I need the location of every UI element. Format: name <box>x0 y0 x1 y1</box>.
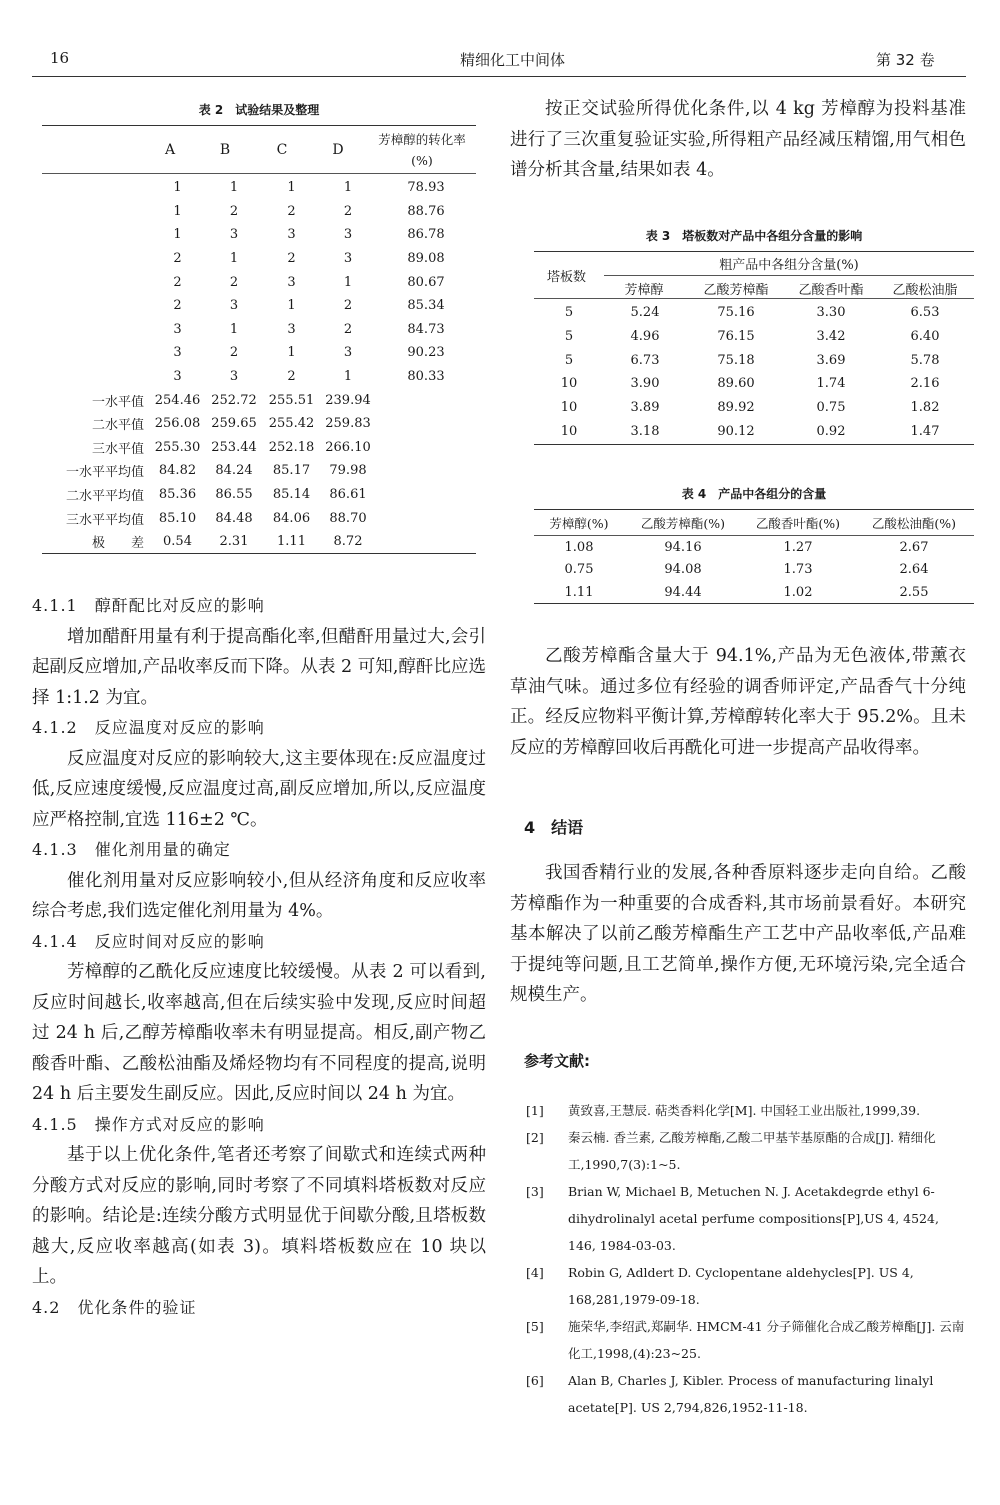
table2-cell-d: 3 <box>343 251 353 267</box>
table3-cell: 6.73 <box>630 352 660 368</box>
table2-cell-d: 266.10 <box>325 439 371 455</box>
conclusion-paragraph: 我国香精行业的发展,各种香原料逐步走向自给。乙酸芳樟酯作为一种重要的合成香料,其市场前景看好。本研究基本解决了以前乙酸芳樟酯生产工艺中产品收率低,产品难于提纯等问题,且工艺简单,操作方便,无环境污染,完全适合规模生产。 <box>510 863 966 1005</box>
table3-caption: 表 3 塔板数对产品中各组分含量的影响 <box>645 229 863 243</box>
section-4-1-1-title: 4.1.1 醇酐配比对反应的影响 <box>32 596 265 615</box>
table3-cell: 4.96 <box>630 329 660 345</box>
reference-item <box>526 1097 966 1124</box>
table2-cell-c: 2 <box>287 369 296 385</box>
table2-cell-b: 84.24 <box>215 463 253 479</box>
reference-number: [4] <box>526 1265 544 1280</box>
table3-col-4: 乙酸松油脂 <box>892 283 958 298</box>
table2-cell-rate: 88.76 <box>407 203 445 219</box>
reference-item <box>526 1313 966 1367</box>
table4-cell: 2.64 <box>899 562 929 578</box>
table2-cell-a: 1 <box>173 227 182 243</box>
reference-number: [6] <box>526 1373 544 1388</box>
table3-cell: 1.82 <box>910 400 940 416</box>
journal-title: 精细化工中间体 <box>460 51 566 69</box>
table2-cell-c: 1 <box>287 298 296 314</box>
table2-col-rate-line2: (%) <box>411 153 433 168</box>
header-rule <box>32 76 966 77</box>
table2-cell-rate: 90.23 <box>407 345 445 361</box>
table2-cell-b: 2 <box>229 345 239 361</box>
results-paragraph: 乙酸芳樟酯含量大于 94.1%,产品为无色液体,带薰衣草油气味。通过多位有经验的调香师评定,产品香气十分纯正。经反应物料平衡计算,芳樟醇转化率大于 95.2%。且未反应的芳樟醇回收后再酰化可进一步提高产品收得率。 <box>510 646 966 758</box>
table2-cell-c: 1 <box>287 345 296 361</box>
table2-row <box>42 176 476 200</box>
table2-cell-label <box>42 223 150 247</box>
table2-cell-d: 88.70 <box>329 510 367 526</box>
table3-header-rule <box>534 298 974 299</box>
page-number: 16 <box>50 49 70 67</box>
table2-header-rule <box>42 173 476 174</box>
table3-bottom-rule <box>534 444 974 445</box>
table4-row <box>534 581 974 604</box>
table2-cell-rate: 85.34 <box>407 298 445 314</box>
reference-number: [1] <box>526 1103 544 1118</box>
table4-col-3: 乙酸香叶酯(%) <box>755 516 841 531</box>
table4-cell: 2.55 <box>899 584 929 600</box>
table4-header <box>534 512 974 534</box>
reference-number: [2] <box>526 1130 544 1145</box>
table3-col-3: 乙酸香叶酯 <box>798 283 864 298</box>
reference-item <box>526 1178 966 1259</box>
table2-cell-rate: 86.78 <box>407 227 445 243</box>
table2-cell-label: 二水平值 <box>91 418 144 434</box>
table3-row <box>534 301 974 325</box>
section-4-1-5-body: 基于以上优化条件,笔者还考察了间歇式和连续式两种分酸方式对反应的影响,同时考察了不同填料塔板数对反应的影响。结论是:连续分酸方式明显优于间歇分酸,且塔板数越大,反应收率越高(如表 3)。填料塔板数应在 10 块以上。 <box>32 1145 486 1287</box>
table2-row <box>42 270 476 294</box>
table3-row <box>534 372 974 396</box>
table2-cell-rate: 84.73 <box>407 321 445 337</box>
table3-cell: 5.24 <box>630 305 660 321</box>
table2-cell-d: 8.72 <box>333 534 363 550</box>
table2-cell-b: 1 <box>229 321 239 337</box>
table2-cell-c: 2 <box>287 251 296 267</box>
table4-cell: 1.02 <box>783 584 813 600</box>
table2-cell-c: 3 <box>287 321 296 337</box>
table2-cell-label <box>42 200 150 224</box>
table3-cell: 6.40 <box>910 329 940 345</box>
section-4-1-5-title: 4.1.5 操作方式对反应的影响 <box>32 1114 265 1134</box>
table2-cell-label <box>42 176 150 200</box>
table4-col-2: 乙酸芳樟酯(%) <box>640 516 726 531</box>
reference-list <box>526 1097 966 1421</box>
table4-row <box>534 536 974 559</box>
table2-cell-rate: 78.93 <box>407 180 445 196</box>
references-title: 参考文献: <box>524 1052 590 1070</box>
table3-row <box>534 325 974 349</box>
table2-cell-a: 2 <box>173 251 182 267</box>
table4-cell: 1.73 <box>783 562 813 578</box>
verification-paragraph: 按正交试验所得优化条件,以 4 kg 芳樟醇为投料基准进行了三次重复验证实验,所得粗产品经减压精馏,用气相色谱分析其含量,结果如表 4。 <box>510 99 966 180</box>
conclusion <box>510 858 966 1011</box>
table2-cell-rate <box>376 530 476 554</box>
table2-row <box>42 388 476 412</box>
table2-cell-d: 1 <box>343 180 353 196</box>
table2-cell-c: 255.42 <box>268 416 315 432</box>
table2-cell-label <box>42 318 150 342</box>
table2-cell-a: 3 <box>173 345 182 361</box>
section-4-title: 4 结语 <box>524 818 584 837</box>
table2-cell-c: 85.17 <box>272 463 311 479</box>
table2-cell-label: 二水平平均值 <box>65 489 144 505</box>
table2-row <box>42 365 476 389</box>
table3-group-rule <box>604 275 974 276</box>
section-4-2-title: 4.2 优化条件的验证 <box>32 1297 197 1317</box>
table3-cell: 6.53 <box>910 305 940 321</box>
table2-cell-a: 3 <box>173 321 182 337</box>
section-4-1-2-body: 反应温度对反应的影响较大,这主要体现在:反应温度过低,反应速度缓慢,反应温度过高,副反应增加,所以,反应温度应严格控制,宜选 116±2 ℃。 <box>32 748 486 830</box>
table2-cell-label <box>42 365 150 389</box>
table2-col-rate-line1: 芳樟醇的转化率 <box>378 132 466 147</box>
table2-caption: 表 2 试验结果及整理 <box>198 103 320 117</box>
reference-item <box>526 1259 966 1313</box>
table2-row <box>42 341 476 365</box>
table3-row-header: 塔板数 <box>546 270 586 285</box>
table2-cell-label: 三水平值 <box>91 441 144 457</box>
table3-cell: 3.90 <box>630 376 660 392</box>
table2-cell-a: 255.30 <box>154 439 201 455</box>
table2-cell-rate <box>376 388 476 412</box>
table3-cell: 89.60 <box>717 376 755 392</box>
table3-cell: 3.30 <box>816 305 846 321</box>
table2-cell-a: 84.82 <box>158 463 197 479</box>
table3-cell: 0.92 <box>816 423 846 439</box>
table2-row <box>42 412 476 436</box>
table4-cell: 1.27 <box>783 539 813 555</box>
table2-row <box>42 294 476 318</box>
table2-cell-a: 3 <box>173 369 182 385</box>
table3-row <box>534 396 974 420</box>
table3-col-2: 乙酸芳樟酯 <box>703 283 769 298</box>
table2-cell-label <box>42 294 150 318</box>
table2-cell-c: 1 <box>287 180 296 196</box>
table2-row <box>42 247 476 271</box>
table2-cell-label <box>42 270 150 294</box>
table2-row <box>42 223 476 247</box>
table2-cell-rate <box>376 412 476 436</box>
table2-cell-b: 252.72 <box>211 392 257 408</box>
table2-cell-b: 2 <box>229 203 239 219</box>
table2-cell-label: 极 差 <box>91 536 144 552</box>
table4-body <box>534 536 974 604</box>
table2-cell-a: 2 <box>173 298 182 314</box>
reference-text: 秦云楠. 香兰素, 乙酸芳樟酯,乙酸二甲基苄基原酯的合成[J]. 精细化工,1990,7(3):1~5. <box>568 1130 936 1172</box>
table4-bottom-rule <box>534 603 974 604</box>
table3-cell: 5 <box>564 329 574 345</box>
left-column <box>32 591 486 1323</box>
table3-group-header: 粗产品中各组分含量(%) <box>719 258 859 273</box>
table2-row <box>42 459 476 483</box>
table2-cell-c: 85.14 <box>272 487 311 503</box>
table2-cell-c: 2 <box>287 203 296 219</box>
table2-cell-d: 2 <box>343 321 353 337</box>
table2-row <box>42 530 476 554</box>
table2-cell-c: 252.18 <box>268 439 315 455</box>
table4-cell: 1.11 <box>564 584 594 600</box>
table4-row <box>534 559 974 582</box>
table2-cell-d: 1 <box>343 369 353 385</box>
table2-cell-d: 2 <box>343 203 353 219</box>
table2-row <box>42 483 476 507</box>
table2-cell-rate: 80.33 <box>407 369 445 385</box>
table3-cell: 1.47 <box>910 423 940 439</box>
table2-cell-a: 1 <box>173 180 182 196</box>
table2-col-a: A <box>164 142 176 158</box>
table3-cell: 10 <box>560 376 578 392</box>
table2-cell-label: 一水平值 <box>91 394 144 410</box>
reference-text: Brian W, Michael B, Metuchen N. J. Acetakdegrde ethyl 6-dihydrolinalyl acetal perfume compositions[P],US 4, 4524, 146, 1984-03-03. <box>568 1184 939 1253</box>
table2-col-b: B <box>219 142 231 158</box>
reference-number: [3] <box>526 1184 544 1199</box>
table2-cell-label <box>42 341 150 365</box>
table3-cell: 0.75 <box>816 400 846 416</box>
table2-cell-c: 3 <box>287 227 296 243</box>
table2-cell-d: 3 <box>343 345 353 361</box>
table2-row <box>42 506 476 530</box>
table3-cell: 3.89 <box>630 400 660 416</box>
table2-cell-b: 259.65 <box>211 416 257 432</box>
section-4-1-4-body: 芳樟醇的乙酰化反应速度比较缓慢。从表 2 可以看到,反应时间越长,收率越高,但在后续实验中发现,反应时间超过 24 h 后,乙醇芳樟酯收率未有明显提高。相反,副产物乙酸香叶酯、乙酸松油酯及烯烃物均有不同程度的提高,说明 24 h 后主要发生副反应。因此,反应时间以 24 h 为宜。 <box>32 962 486 1104</box>
table2-row <box>42 436 476 460</box>
section-4-1-2-title: 4.1.2 反应温度对反应的影响 <box>32 718 265 737</box>
table2-cell-a: 256.08 <box>154 416 201 432</box>
table2-cell-b: 84.48 <box>215 510 253 526</box>
table2-cell-d: 3 <box>343 227 353 243</box>
table2-cell-d: 2 <box>343 298 353 314</box>
table2-cell-d: 1 <box>343 274 353 290</box>
table2-cell-d: 79.98 <box>329 463 367 479</box>
table2-cell-c: 84.06 <box>272 510 311 526</box>
section-4-1-4-title: 4.1.4 反应时间对反应的影响 <box>32 931 265 951</box>
volume-label: 第 32 卷 <box>876 51 935 69</box>
table2-cell-c: 255.51 <box>268 392 315 408</box>
table2-cell-b: 3 <box>229 227 239 243</box>
table4-cell: 94.44 <box>664 584 702 600</box>
table2-col-d: D <box>332 142 344 158</box>
table3-cell: 2.16 <box>910 376 940 392</box>
table4-col-4: 乙酸松油酯(%) <box>871 516 957 531</box>
reference-item <box>526 1124 966 1178</box>
table2-cell-b: 1 <box>229 251 239 267</box>
table2-cell-c: 3 <box>287 274 296 290</box>
reference-number: [5] <box>526 1319 544 1334</box>
table2-cell-label <box>42 247 150 271</box>
section-4-1-3-body: 催化剂用量对反应影响较小,但从经济角度和反应收率综合考虑,我们选定催化剂用量为 4%。 <box>32 870 486 921</box>
section-4-1-1-body: 增加醋酐用量有利于提高酯化率,但醋酐用量过大,会引起副反应增加,产品收率反而下降。从表 2 可知,醇酐比应选择 1:1.2 为宜。 <box>32 626 486 708</box>
table3-cell: 5 <box>564 352 574 368</box>
reference-text: Alan B, Charles J, Kibler. Process of manufacturing linalyl acetate[P]. US 2,794,826,1952-11-18. <box>568 1373 934 1415</box>
table2-cell-d: 86.61 <box>329 487 367 503</box>
table2-cell-b: 253.44 <box>211 439 257 455</box>
table3-cell: 5.78 <box>910 352 940 368</box>
table3-header <box>534 254 974 298</box>
table3-cell: 76.15 <box>717 329 755 345</box>
reference-item <box>526 1367 966 1421</box>
table3-top-rule <box>534 251 974 252</box>
table3-row <box>534 348 974 372</box>
table2-cell-rate: 80.67 <box>407 274 445 290</box>
table4-cell: 0.75 <box>564 562 594 578</box>
table2-cell-rate <box>376 506 476 530</box>
table2-cell-b: 2 <box>229 274 239 290</box>
table3-cell: 10 <box>560 400 578 416</box>
table2-cell-a: 85.36 <box>158 487 197 503</box>
table2-cell-rate <box>376 436 476 460</box>
table3-cell: 5 <box>564 305 574 321</box>
table3-cell: 3.18 <box>630 423 660 439</box>
table2-row <box>42 200 476 224</box>
table2-cell-b: 2.31 <box>219 534 249 550</box>
table4-cell: 2.67 <box>899 539 929 555</box>
table2-cell-c: 1.11 <box>277 534 306 550</box>
table2-cell-rate <box>376 459 476 483</box>
table2-cell-a: 0.54 <box>163 534 192 550</box>
table2-cell-label: 一水平平均值 <box>65 465 144 481</box>
table2-header <box>42 128 476 174</box>
table4-cell: 94.08 <box>664 562 702 578</box>
table4-top-rule <box>534 509 974 510</box>
reference-text: 施荣华,李绍武,郑嗣华. HMCM-41 分子筛催化合成乙酸芳樟酯[J]. 云南化工,1998,(4):23~25. <box>568 1319 965 1361</box>
table2-col-c: C <box>276 142 288 158</box>
table2-cell-b: 86.55 <box>215 487 253 503</box>
table3-cell: 3.42 <box>816 329 846 345</box>
section-4-1-3-title: 4.1.3 催化剂用量的确定 <box>32 840 231 859</box>
table3-cell: 1.74 <box>816 376 846 392</box>
table3-cell: 90.12 <box>717 423 755 439</box>
table2-cell-a: 254.46 <box>154 392 201 408</box>
table3-row <box>534 419 974 443</box>
table2-cell-label: 三水平平均值 <box>65 512 144 528</box>
table3-col-1: 芳樟醇 <box>624 283 664 298</box>
reference-text: Robin G, Adldert D. Cyclopentane aldehycles[P]. US 4, 168,281,1979-09-18. <box>568 1265 914 1307</box>
table2-cell-d: 239.94 <box>325 392 371 408</box>
table2-row <box>42 318 476 342</box>
table2-cell-b: 3 <box>229 369 239 385</box>
table4-cell: 94.16 <box>664 539 702 555</box>
table3-cell: 89.92 <box>717 400 755 416</box>
table3-cell: 10 <box>560 423 578 439</box>
table2-top-rule <box>42 125 476 126</box>
table2-cell-d: 259.83 <box>325 416 371 432</box>
table3-body <box>534 301 974 443</box>
table2-cell-a: 1 <box>173 203 182 219</box>
right-results <box>510 641 966 763</box>
table2-cell-rate <box>376 483 476 507</box>
reference-text: 黄致喜,王慧辰. 萜类香料化学[M]. 中国轻工业出版社,1999,39. <box>568 1103 921 1118</box>
table3-cell: 75.16 <box>717 305 755 321</box>
table2-body <box>42 176 476 554</box>
table2-cell-rate: 89.08 <box>407 251 445 267</box>
table4-caption: 表 4 产品中各组分的含量 <box>681 487 827 501</box>
table3-cell: 75.18 <box>717 352 755 368</box>
table2-cell-a: 85.10 <box>158 510 197 526</box>
table4-cell: 1.08 <box>564 539 594 555</box>
table4-col-1: 芳樟醇(%) <box>549 516 609 531</box>
table2-cell-b: 1 <box>229 180 239 196</box>
right-intro <box>510 94 966 186</box>
table3-cell: 3.69 <box>816 352 846 368</box>
table2-cell-b: 3 <box>229 298 239 314</box>
table2-bottom-rule <box>42 553 476 554</box>
table2-cell-a: 2 <box>173 274 182 290</box>
